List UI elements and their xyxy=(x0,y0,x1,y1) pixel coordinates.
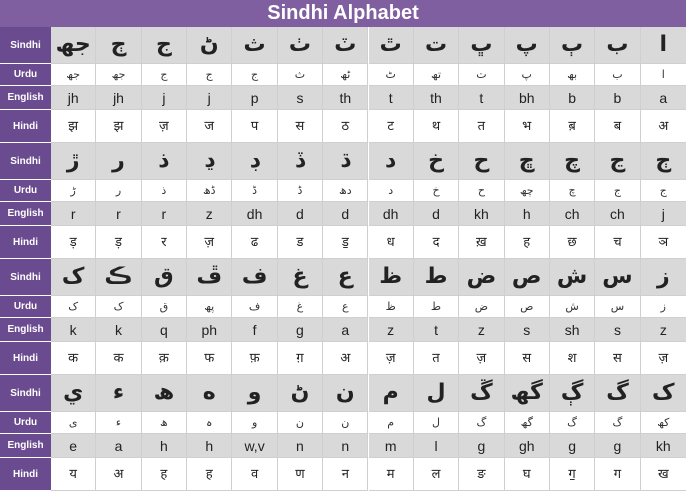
urdu-cell: ن xyxy=(278,412,323,434)
urdu-cell: ش xyxy=(550,296,595,318)
urdu-cell: ث xyxy=(278,64,323,86)
row-label-hindi: Hindi xyxy=(0,226,51,259)
urdu-cell: ج xyxy=(595,180,640,202)
english-cell: j xyxy=(187,86,232,110)
sindhi-cell: ڙ xyxy=(51,143,96,180)
sindhi-cell: ک xyxy=(641,375,686,412)
sindhi-cell: ٺ xyxy=(278,27,323,64)
hindi-cell: अ xyxy=(641,110,686,143)
english-cell: t xyxy=(414,318,459,342)
urdu-cell: گھ xyxy=(505,412,550,434)
hindi-cell: ज़ xyxy=(142,110,187,143)
sindhi-cell: ڇ xyxy=(505,143,550,180)
english-cell: d xyxy=(323,202,368,226)
hindi-cell: छ xyxy=(550,226,595,259)
hindi-cell: भ xyxy=(505,110,550,143)
sindhi-cell: ط xyxy=(414,259,459,296)
urdu-cell: پھ xyxy=(187,296,232,318)
hindi-cell: ड़ xyxy=(96,226,141,259)
urdu-cell: غ xyxy=(278,296,323,318)
english-cell: ch xyxy=(595,202,640,226)
english-cell: z xyxy=(369,318,414,342)
english-cell: n xyxy=(323,434,368,458)
hindi-cell: ट xyxy=(369,110,414,143)
hindi-cell: ण xyxy=(278,458,323,491)
urdu-cell: ظ xyxy=(369,296,414,318)
sindhi-cell: ھ xyxy=(142,375,187,412)
urdu-cell: ع xyxy=(323,296,368,318)
hindi-cell: क xyxy=(51,342,96,375)
row-label-hindi: Hindi xyxy=(0,342,51,375)
hindi-cell: ध xyxy=(369,226,414,259)
sindhi-cell: ا xyxy=(641,27,686,64)
sindhi-cell: ز xyxy=(641,259,686,296)
urdu-cell: ن xyxy=(323,412,368,434)
english-cell: d xyxy=(278,202,323,226)
hindi-cell: ज़ xyxy=(641,342,686,375)
sindhi-cell: ر xyxy=(96,143,141,180)
urdu-cell: خ xyxy=(414,180,459,202)
english-cell: bh xyxy=(505,86,550,110)
english-cell: h xyxy=(187,434,232,458)
hindi-cell: ख़ xyxy=(459,226,504,259)
english-cell: g xyxy=(278,318,323,342)
sindhi-cell: ڻ xyxy=(278,375,323,412)
hindi-cell: व xyxy=(232,458,277,491)
sindhi-cell: ث xyxy=(232,27,277,64)
hindi-cell: ग xyxy=(595,458,640,491)
row-label-sindhi: Sindhi xyxy=(0,143,51,180)
hindi-cell: ब xyxy=(595,110,640,143)
english-cell: r xyxy=(96,202,141,226)
sindhi-cell: ٻ xyxy=(550,27,595,64)
urdu-cell: م xyxy=(369,412,414,434)
hindi-cell: य xyxy=(51,458,96,491)
urdu-cell: جھ xyxy=(51,64,96,86)
sindhi-cell: س xyxy=(595,259,640,296)
row-label-sindhi: Sindhi xyxy=(0,375,51,412)
hindi-cell: फ़ xyxy=(232,342,277,375)
english-cell: j xyxy=(641,202,686,226)
english-cell: d xyxy=(414,202,459,226)
hindi-cell: अ xyxy=(96,458,141,491)
sindhi-cell: ڱ xyxy=(459,375,504,412)
urdu-cell: ی xyxy=(51,412,96,434)
english-cell: th xyxy=(414,86,459,110)
hindi-cell: च xyxy=(595,226,640,259)
urdu-cell: ز xyxy=(641,296,686,318)
urdu-cell: س xyxy=(595,296,640,318)
sindhi-cell: ه xyxy=(187,375,232,412)
english-cell: k xyxy=(51,318,96,342)
urdu-cell: بھ xyxy=(550,64,595,86)
english-cell: k xyxy=(96,318,141,342)
hindi-cell: ञ xyxy=(641,226,686,259)
sindhi-cell: ن xyxy=(323,375,368,412)
urdu-cell: ض xyxy=(459,296,504,318)
english-cell: th xyxy=(323,86,368,110)
urdu-cell: ھ xyxy=(142,412,187,434)
sindhi-cell: د xyxy=(369,143,414,180)
english-cell: w,v xyxy=(232,434,277,458)
row-label-hindi: Hindi xyxy=(0,110,51,143)
english-cell: a xyxy=(96,434,141,458)
english-cell: s xyxy=(505,318,550,342)
hindi-cell: ह xyxy=(505,226,550,259)
urdu-cell: ء xyxy=(96,412,141,434)
urdu-cell: ڈ xyxy=(232,180,277,202)
urdu-cell: چ xyxy=(550,180,595,202)
sindhi-cell: ٿ xyxy=(369,27,414,64)
english-cell: g xyxy=(595,434,640,458)
english-cell: gh xyxy=(505,434,550,458)
sindhi-cell: پ xyxy=(505,27,550,64)
row-label-urdu: Urdu xyxy=(0,180,51,202)
english-cell: a xyxy=(323,318,368,342)
sindhi-cell: ڪ xyxy=(96,259,141,296)
urdu-cell: ڈھ xyxy=(187,180,232,202)
urdu-cell: ر xyxy=(96,180,141,202)
urdu-cell: و xyxy=(232,412,277,434)
hindi-cell: ढ xyxy=(232,226,277,259)
english-cell: t xyxy=(459,86,504,110)
hindi-cell: श xyxy=(550,342,595,375)
urdu-cell: تھ xyxy=(414,64,459,86)
sindhi-cell: ذ xyxy=(142,143,187,180)
urdu-cell: ڑ xyxy=(51,180,96,202)
hindi-cell: ड॒ xyxy=(323,226,368,259)
sindhi-cell: ش xyxy=(550,259,595,296)
urdu-cell: ت xyxy=(459,64,504,86)
hindi-cell: र xyxy=(142,226,187,259)
hindi-cell: ङ xyxy=(459,458,504,491)
urdu-cell: ص xyxy=(505,296,550,318)
english-cell: a xyxy=(641,86,686,110)
english-cell: m xyxy=(369,434,414,458)
hindi-cell: ज़ xyxy=(459,342,504,375)
urdu-cell: ج xyxy=(641,180,686,202)
hindi-cell: ख xyxy=(641,458,686,491)
hindi-cell: अ xyxy=(323,342,368,375)
sindhi-cell: غ xyxy=(278,259,323,296)
english-cell: h xyxy=(142,434,187,458)
sindhi-cell: و xyxy=(232,375,277,412)
english-cell: g xyxy=(550,434,595,458)
english-cell: j xyxy=(142,86,187,110)
sindhi-cell: ڊ xyxy=(232,143,277,180)
urdu-cell: گ xyxy=(459,412,504,434)
hindi-cell: झ xyxy=(96,110,141,143)
hindi-cell: न xyxy=(323,458,368,491)
sindhi-cell: ڌ xyxy=(323,143,368,180)
hindi-cell: ग़ xyxy=(278,342,323,375)
urdu-cell: جھ xyxy=(96,64,141,86)
sindhi-cell: ي xyxy=(51,375,96,412)
english-cell: dh xyxy=(232,202,277,226)
sindhi-cell: ڍ xyxy=(187,143,232,180)
english-cell: t xyxy=(369,86,414,110)
english-cell: p xyxy=(232,86,277,110)
urdu-cell: ٹھ xyxy=(323,64,368,86)
urdu-cell: پ xyxy=(505,64,550,86)
hindi-cell: ड xyxy=(278,226,323,259)
row-label-english: English xyxy=(0,434,51,458)
row-label-sindhi: Sindhi xyxy=(0,259,51,296)
urdu-cell: ل xyxy=(414,412,459,434)
urdu-cell: کھ xyxy=(641,412,686,434)
urdu-cell: گ xyxy=(550,412,595,434)
sindhi-cell: گ xyxy=(595,375,640,412)
sindhi-cell: ڳ xyxy=(550,375,595,412)
sindhi-cell: ڄ xyxy=(96,27,141,64)
sindhi-cell: چ xyxy=(550,143,595,180)
sindhi-cell: ل xyxy=(414,375,459,412)
hindi-cell: फ xyxy=(187,342,232,375)
hindi-cell: स xyxy=(595,342,640,375)
hindi-cell: ह xyxy=(187,458,232,491)
english-cell: sh xyxy=(550,318,595,342)
hindi-cell: थ xyxy=(414,110,459,143)
hindi-cell: स xyxy=(505,342,550,375)
hindi-cell: द xyxy=(414,226,459,259)
hindi-cell: प xyxy=(232,110,277,143)
sindhi-cell: گھ xyxy=(505,375,550,412)
english-cell: dh xyxy=(369,202,414,226)
english-cell: z xyxy=(187,202,232,226)
english-cell: jh xyxy=(51,86,96,110)
urdu-cell: گ xyxy=(595,412,640,434)
urdu-cell: ہ xyxy=(187,412,232,434)
sindhi-cell: ک xyxy=(51,259,96,296)
hindi-cell: झ xyxy=(51,110,96,143)
english-cell: z xyxy=(641,318,686,342)
sindhi-cell: ت xyxy=(414,27,459,64)
sindhi-cell: جھ xyxy=(51,27,96,64)
english-cell: s xyxy=(278,86,323,110)
sindhi-cell: ح xyxy=(459,143,504,180)
english-cell: e xyxy=(51,434,96,458)
english-cell: ch xyxy=(550,202,595,226)
hindi-cell: ज़ xyxy=(187,226,232,259)
urdu-cell: ف xyxy=(232,296,277,318)
row-label-english: English xyxy=(0,86,51,110)
english-cell: l xyxy=(414,434,459,458)
hindi-cell: ग॒ xyxy=(550,458,595,491)
english-cell: q xyxy=(142,318,187,342)
hindi-cell: ठ xyxy=(323,110,368,143)
sindhi-cell: ف xyxy=(232,259,277,296)
sindhi-cell: ڄ xyxy=(641,143,686,180)
urdu-cell: ج xyxy=(142,64,187,86)
row-label-english: English xyxy=(0,202,51,226)
row-label-urdu: Urdu xyxy=(0,64,51,86)
sindhi-cell: ٽ xyxy=(323,27,368,64)
sindhi-cell: ج xyxy=(142,27,187,64)
sindhi-cell: ڏ xyxy=(278,143,323,180)
english-cell: kh xyxy=(641,434,686,458)
sindhi-cell: ب xyxy=(595,27,640,64)
hindi-cell: घ xyxy=(505,458,550,491)
hindi-cell: ब़ xyxy=(550,110,595,143)
urdu-cell: دھ xyxy=(323,180,368,202)
sindhi-cell: ض xyxy=(459,259,504,296)
hindi-cell: ल xyxy=(414,458,459,491)
row-label-sindhi: Sindhi xyxy=(0,27,51,64)
row-label-urdu: Urdu xyxy=(0,296,51,318)
hindi-cell: स xyxy=(278,110,323,143)
sindhi-cell: ڀ xyxy=(459,27,504,64)
urdu-cell: ا xyxy=(641,64,686,86)
sindhi-cell: ع xyxy=(323,259,368,296)
hindi-cell: म xyxy=(369,458,414,491)
english-cell: s xyxy=(595,318,640,342)
row-label-english: English xyxy=(0,318,51,342)
english-cell: g xyxy=(459,434,504,458)
urdu-cell: ب xyxy=(595,64,640,86)
english-cell: ph xyxy=(187,318,232,342)
english-cell: n xyxy=(278,434,323,458)
urdu-cell: ج xyxy=(187,64,232,86)
english-cell: r xyxy=(142,202,187,226)
hindi-cell: क़ xyxy=(142,342,187,375)
sindhi-cell: ڦ xyxy=(187,259,232,296)
chart-title: Sindhi Alphabet xyxy=(0,0,686,27)
english-cell: b xyxy=(550,86,595,110)
sindhi-cell: خ xyxy=(414,143,459,180)
english-cell: jh xyxy=(96,86,141,110)
english-cell: h xyxy=(505,202,550,226)
sindhi-cell: ق xyxy=(142,259,187,296)
row-label-hindi: Hindi xyxy=(0,458,51,491)
hindi-cell: त xyxy=(414,342,459,375)
hindi-cell: त xyxy=(459,110,504,143)
hindi-cell: क xyxy=(96,342,141,375)
english-cell: r xyxy=(51,202,96,226)
urdu-cell: ق xyxy=(142,296,187,318)
sindhi-cell: ء xyxy=(96,375,141,412)
english-cell: z xyxy=(459,318,504,342)
sindhi-cell: ڻ xyxy=(187,27,232,64)
urdu-cell: چھ xyxy=(505,180,550,202)
hindi-cell: ड़ xyxy=(51,226,96,259)
english-cell: kh xyxy=(459,202,504,226)
urdu-cell: ط xyxy=(414,296,459,318)
urdu-cell: ک xyxy=(51,296,96,318)
row-label-urdu: Urdu xyxy=(0,412,51,434)
urdu-cell: ج xyxy=(232,64,277,86)
urdu-cell: ک xyxy=(96,296,141,318)
sindhi-cell: ظ xyxy=(369,259,414,296)
english-cell: f xyxy=(232,318,277,342)
urdu-cell: ذ xyxy=(142,180,187,202)
hindi-cell: ज़ xyxy=(369,342,414,375)
urdu-cell: ڈ xyxy=(278,180,323,202)
sindhi-cell: م xyxy=(369,375,414,412)
english-cell: b xyxy=(595,86,640,110)
urdu-cell: ٹ xyxy=(369,64,414,86)
sindhi-cell: ص xyxy=(505,259,550,296)
hindi-cell: ह xyxy=(142,458,187,491)
hindi-cell: ज xyxy=(187,110,232,143)
urdu-cell: د xyxy=(369,180,414,202)
sindhi-cell: ڃ xyxy=(595,143,640,180)
urdu-cell: ح xyxy=(459,180,504,202)
